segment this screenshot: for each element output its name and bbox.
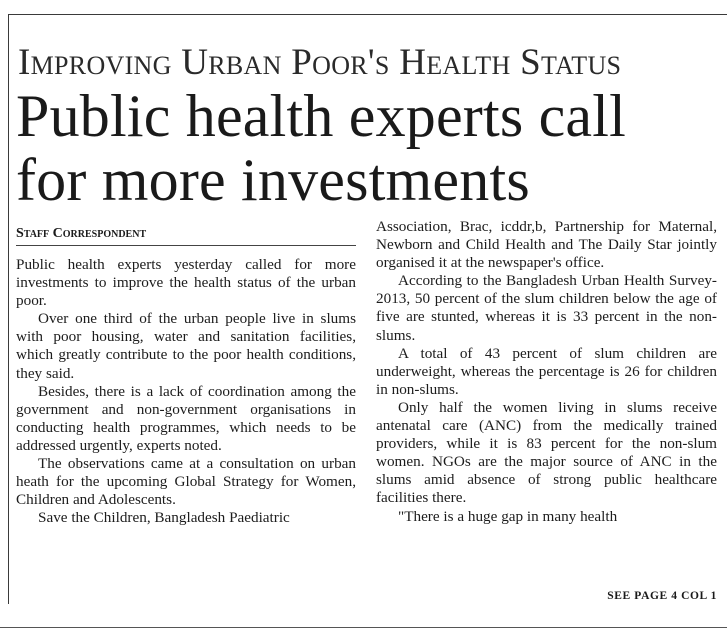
- paragraph: Public health experts yesterday called for more investments to improve the health status of the urban poor.: [16, 256, 356, 310]
- byline-rule: [16, 245, 356, 246]
- paragraph: "There is a huge gap in many health: [398, 507, 618, 525]
- kicker-heading: Improving Urban Poor's Health Status: [18, 42, 622, 83]
- paragraph: A total of 43 percent of slum children are underweight, whereas the percentage is 26 for children in non-slums.: [376, 344, 717, 398]
- right-column: [376, 218, 717, 588]
- paragraph: Only half the women living in slums receive antenatal care (ANC) from the medically trained providers, while it is 83 percent for the non-slum women. NGOs are the major source of ANC in the slums amid absence of strong public healthcare facilities there.: [376, 398, 717, 507]
- headline: [16, 84, 726, 212]
- bottom-divider: [0, 627, 727, 628]
- headline-line-1: Public health experts call: [16, 83, 627, 149]
- paragraph: Association, Brac, icddr,b, Partnership for Maternal, Newborn and Child Health and The Daily Star jointly organised it at the newspaper's office.: [376, 218, 717, 272]
- byline: Staff Correspondent: [16, 226, 147, 241]
- paragraph: Save the Children, Bangladesh Paediatric: [38, 509, 290, 527]
- paragraph: Besides, there is a lack of coordination among the government and non-government organisations in conducting health programmes, which needs to be addressed urgently, experts noted.: [16, 382, 356, 454]
- left-column: [16, 256, 356, 606]
- headline-line-2: for more investments: [16, 147, 530, 213]
- continuation-jump: SEE PAGE 4 COL 1: [607, 590, 717, 602]
- paragraph: According to the Bangladesh Urban Health Survey-2013, 50 percent of the slum children below the age of five are stunted, whereas it is 33 percent in the non-slums.: [376, 272, 717, 344]
- paragraph: Over one third of the urban people live in slums with poor housing, water and sanitation facilities, which greatly contribute to the poor health conditions, they said.: [16, 310, 356, 382]
- paragraph: The observations came at a consultation on urban heath for the upcoming Global Strategy for Women, Children and Adolescents.: [16, 455, 356, 509]
